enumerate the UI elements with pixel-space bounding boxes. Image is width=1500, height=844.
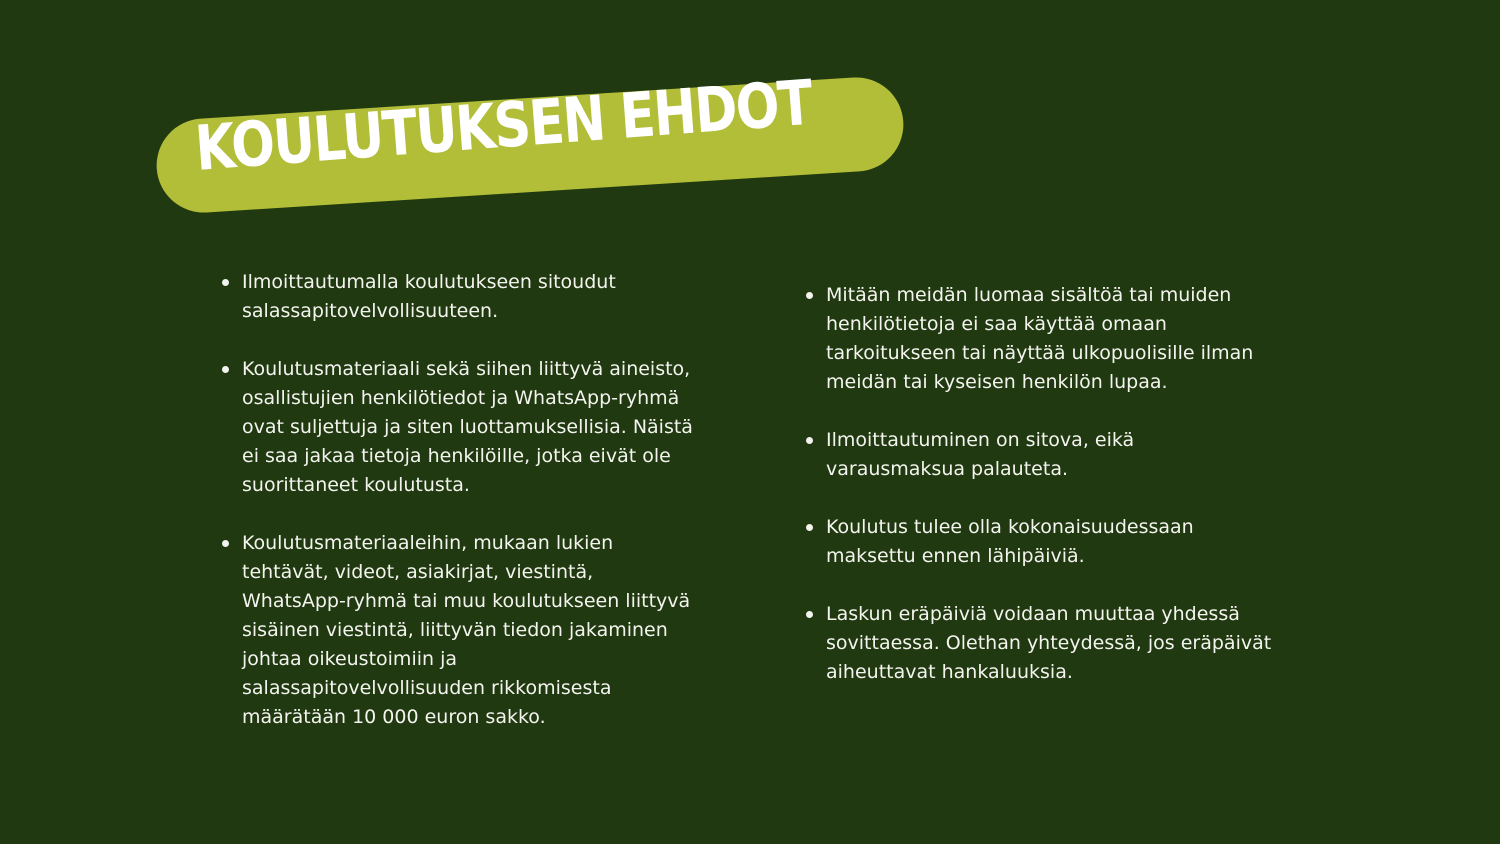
list-item <box>802 281 1272 397</box>
bullet-icon <box>806 292 813 299</box>
list-item-text: Koulutusmateriaali sekä siihen liittyvä aineisto, osallistujien henkilötiedot ja WhatsApp-ryhmä ovat suljettuja ja siten luottamuksellisia. Näistä ei saa jakaa tietoja henkilöille, jotka eivät ole suorittaneet koulutusta. <box>242 358 693 496</box>
list-item <box>218 529 698 732</box>
list-item <box>218 355 698 500</box>
list-item-text: Laskun eräpäiviä voidaan muuttaa yhdessä sovittaessa. Olethan yhteydessä, jos eräpäivät aiheuttavat hankaluuksia. <box>826 603 1272 683</box>
bullet-icon <box>222 540 229 547</box>
list-item <box>802 600 1272 687</box>
list-item-text: Ilmoittautumalla koulutukseen sitoudut salassapitovelvollisuuteen. <box>242 271 616 322</box>
list-item-text: Koulutus tulee olla kokonaisuudessaan maksettu ennen lähipäiviä. <box>826 516 1194 567</box>
bullet-icon <box>806 437 813 444</box>
list-item <box>802 513 1272 571</box>
list-item-text: Ilmoittautuminen on sitova, eikä varausmaksua palauteta. <box>826 429 1135 480</box>
list-item-text: Mitään meidän luomaa sisältöä tai muiden henkilötietoja ei saa käyttää omaan tarkoitukseen tai näyttää ulkopuolisille ilman meidän tai kyseisen henkilön lupaa. <box>826 284 1254 393</box>
terms-list-left <box>218 268 698 761</box>
bullet-icon <box>806 611 813 618</box>
list-item <box>218 268 698 326</box>
page-title: KOULUTUKSEN EHDOT <box>192 65 814 185</box>
list-item-text: Koulutusmateriaaleihin, mukaan lukien tehtävät, videot, asiakirjat, viestintä, WhatsApp-ryhmä tai muu koulutukseen liittyvä sisäinen viestintä, liittyvän tiedon jakaminen johtaa oikeustoimiin ja salassapitovelvollisuuden rikkomisesta määrätään 10 000 euron sakko. <box>242 532 691 728</box>
bullet-icon <box>222 366 229 373</box>
terms-list-right <box>802 281 1272 716</box>
bullet-icon <box>222 279 229 286</box>
bullet-icon <box>806 524 813 531</box>
list-item <box>802 426 1272 484</box>
